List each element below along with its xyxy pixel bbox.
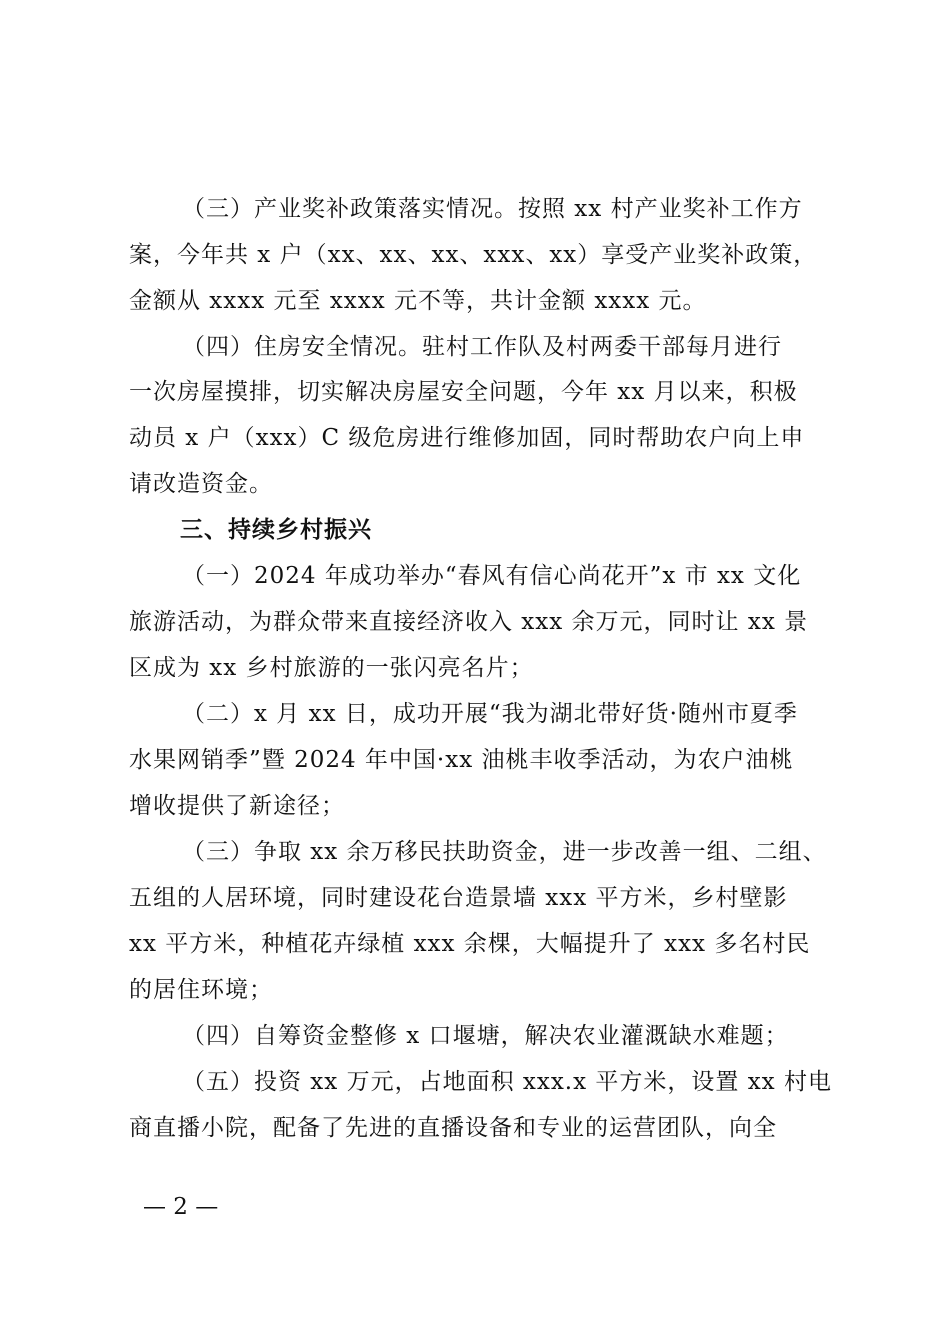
paragraph-line: xx 平方米，种植花卉绿植 xxx 余棵，大幅提升了 xxx 多名村民 [129, 931, 811, 957]
paragraph-line: （四）自筹资金整修 x 口堰塘，解决农业灌溉缺水难题； [182, 1023, 789, 1049]
paragraph-line: 商直播小院，配备了先进的直播设备和专业的运营团队，向全 [129, 1115, 777, 1141]
paragraph-line: （五）投资 xx 万元，占地面积 xxx.x 平方米，设置 xx 村电 [182, 1069, 832, 1095]
paragraph-line: （一）2024 年成功举办“春风有信心尚花开”x 市 xx 文化 [182, 563, 802, 589]
paragraph-line: （三）争取 xx 余万移民扶助资金，进一步改善一组、二组、 [182, 839, 827, 865]
paragraph-line: 请改造资金。 [129, 471, 273, 497]
paragraph-line: 金额从 xxxx 元至 xxxx 元不等，共计金额 xxxx 元。 [129, 288, 707, 314]
paragraph-line: （四）住房安全情况。驻村工作队及村两委干部每月进行 [182, 334, 782, 360]
paragraph-line: 水果网销季”暨 2024 年中国·xx 油桃丰收季活动，为农户油桃 [129, 747, 794, 773]
paragraph-line: 旅游活动，为群众带来直接经济收入 xxx 余万元，同时让 xx 景 [129, 609, 809, 635]
paragraph-line: 一次房屋摸排，切实解决房屋安全问题，今年 xx 月以来，积极 [129, 379, 798, 405]
paragraph-line: 案，今年共 x 户（xx、xx、xx、xxx、xx）享受产业奖补政策， [129, 242, 818, 268]
section-heading: 三、持续乡村振兴 [180, 517, 372, 543]
paragraph-line: 五组的人居环境，同时建设花台造景墙 xxx 平方米，乡村壁影 [129, 885, 788, 911]
paragraph-line: 增收提供了新途径； [129, 793, 345, 819]
paragraph-line: 的居住环境； [129, 977, 273, 1003]
paragraph-line: （二）x 月 xx 日，成功开展“我为湖北带好货·随州市夏季 [182, 701, 798, 727]
paragraph-line: 区成为 xx 乡村旅游的一张闪亮名片； [129, 655, 534, 681]
paragraph-line: 动员 x 户（xxx）C 级危房进行维修加固，同时帮助农户向上申 [129, 425, 805, 451]
paragraph-line: （三）产业奖补政策落实情况。按照 xx 村产业奖补工作方 [182, 196, 803, 222]
page-number: — 2 — [143, 1194, 219, 1220]
